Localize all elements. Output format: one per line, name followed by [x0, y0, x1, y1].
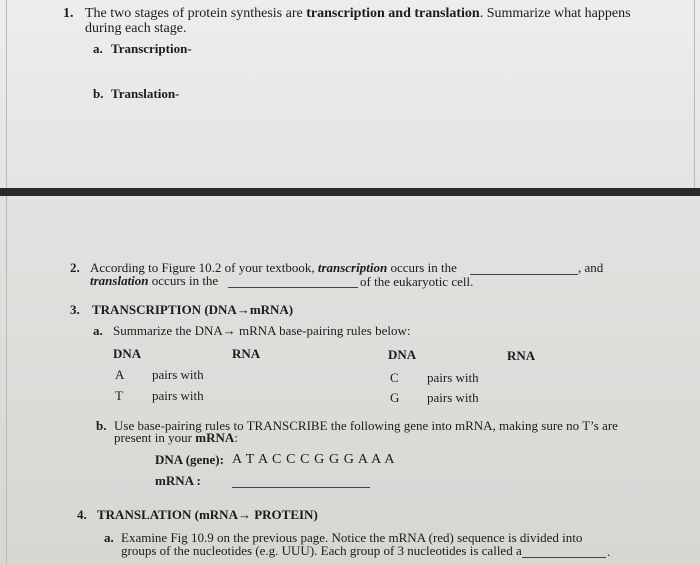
question-4a-end: . — [607, 544, 611, 559]
question-1-number: 1. — [63, 6, 74, 21]
question-2-text-a: According to Figure 10.2 of your textbook, — [90, 260, 318, 275]
pairs-with-t: pairs with — [152, 388, 204, 403]
term-transcription: transcription — [317, 260, 388, 275]
transcription-label: Transcription- — [111, 41, 192, 56]
question-1-prompt-line-2: during each stage. — [85, 21, 187, 36]
question-3a-text: Summarize the DNA→ mRNA base-pairing rules below: — [113, 323, 411, 338]
question-2-text-c: occurs in the — [387, 260, 457, 275]
pairs-with-a: pairs with — [152, 367, 204, 382]
mrna-answer-blank[interactable] — [232, 487, 370, 488]
worksheet-top-section — [0, 0, 700, 190]
dna-base-a: A — [115, 367, 125, 382]
question-3b-text-c: : — [234, 430, 238, 445]
question-1-text-c: . Summarize what happens — [479, 6, 631, 21]
table-header-dna-1: DNA — [113, 346, 142, 361]
term-translation: translation — [90, 273, 149, 288]
table-header-dna-2: DNA — [388, 347, 417, 362]
question-4-number: 4. — [77, 507, 87, 522]
question-4-title: TRANSLATION (mRNA→ PROTEIN) — [97, 507, 318, 522]
page-margin-left — [6, 0, 7, 190]
question-4a-line-1: Examine Fig 10.9 on the previous page. Notice the mRNA (red) sequence is divided into — [121, 530, 583, 545]
page-separator — [0, 188, 700, 196]
table-header-rna-2: RNA — [507, 348, 536, 363]
answer-blank-translation-location[interactable] — [228, 287, 358, 288]
worksheet-bottom-section — [0, 196, 700, 564]
question-3-number: 3. — [70, 302, 80, 317]
question-1-prompt-line-1 — [85, 6, 631, 21]
question-2-line-1-end: , and — [578, 260, 604, 275]
translation-label: Translation- — [111, 86, 180, 101]
codon-answer-blank[interactable] — [522, 557, 606, 558]
question-3b-text-a: present in your — [114, 430, 196, 445]
dna-base-g: G — [390, 390, 400, 405]
dna-sequence: A T A C C C G G G A A A — [232, 452, 396, 467]
question-3b-marker: b. — [96, 418, 107, 433]
question-2-line-2 — [90, 273, 218, 288]
question-3a-marker: a. — [93, 323, 103, 338]
answer-blank-transcription-location[interactable] — [470, 274, 578, 275]
question-2-text-d: occurs in the — [148, 273, 219, 288]
dna-gene-label: DNA (gene): — [155, 452, 224, 467]
question-1-text-bold: transcription and translation — [306, 6, 480, 21]
question-1b-marker: b. — [93, 86, 104, 101]
question-3b-text-mrna: mRNA — [195, 430, 235, 445]
pairs-with-c: pairs with — [427, 370, 479, 385]
pairs-with-g: pairs with — [427, 390, 479, 405]
question-2-number: 2. — [70, 260, 80, 275]
question-1a-marker: a. — [93, 41, 103, 56]
page-margin-left — [6, 196, 7, 564]
question-4a-line-2: groups of the nucleotides (e.g. UUU). Each group of 3 nucleotides is called a — [121, 543, 522, 558]
dna-base-t: T — [115, 388, 123, 403]
question-3b-line-2 — [114, 430, 238, 445]
question-3-title: TRANSCRIPTION (DNA→mRNA) — [92, 302, 294, 317]
table-header-rna-1: RNA — [232, 346, 261, 361]
question-2-line-2-end: of the eukaryotic cell. — [360, 274, 474, 289]
page-margin-right — [694, 0, 695, 190]
dna-base-c: C — [390, 370, 399, 385]
question-3b-line-1: Use base-pairing rules to TRANSCRIBE the following gene into mRNA, making sure no T’s are — [114, 418, 618, 433]
question-1-text-a: The two stages of protein synthesis are — [85, 6, 307, 21]
mrna-label: mRNA : — [155, 473, 201, 488]
question-4a-marker: a. — [104, 530, 114, 545]
